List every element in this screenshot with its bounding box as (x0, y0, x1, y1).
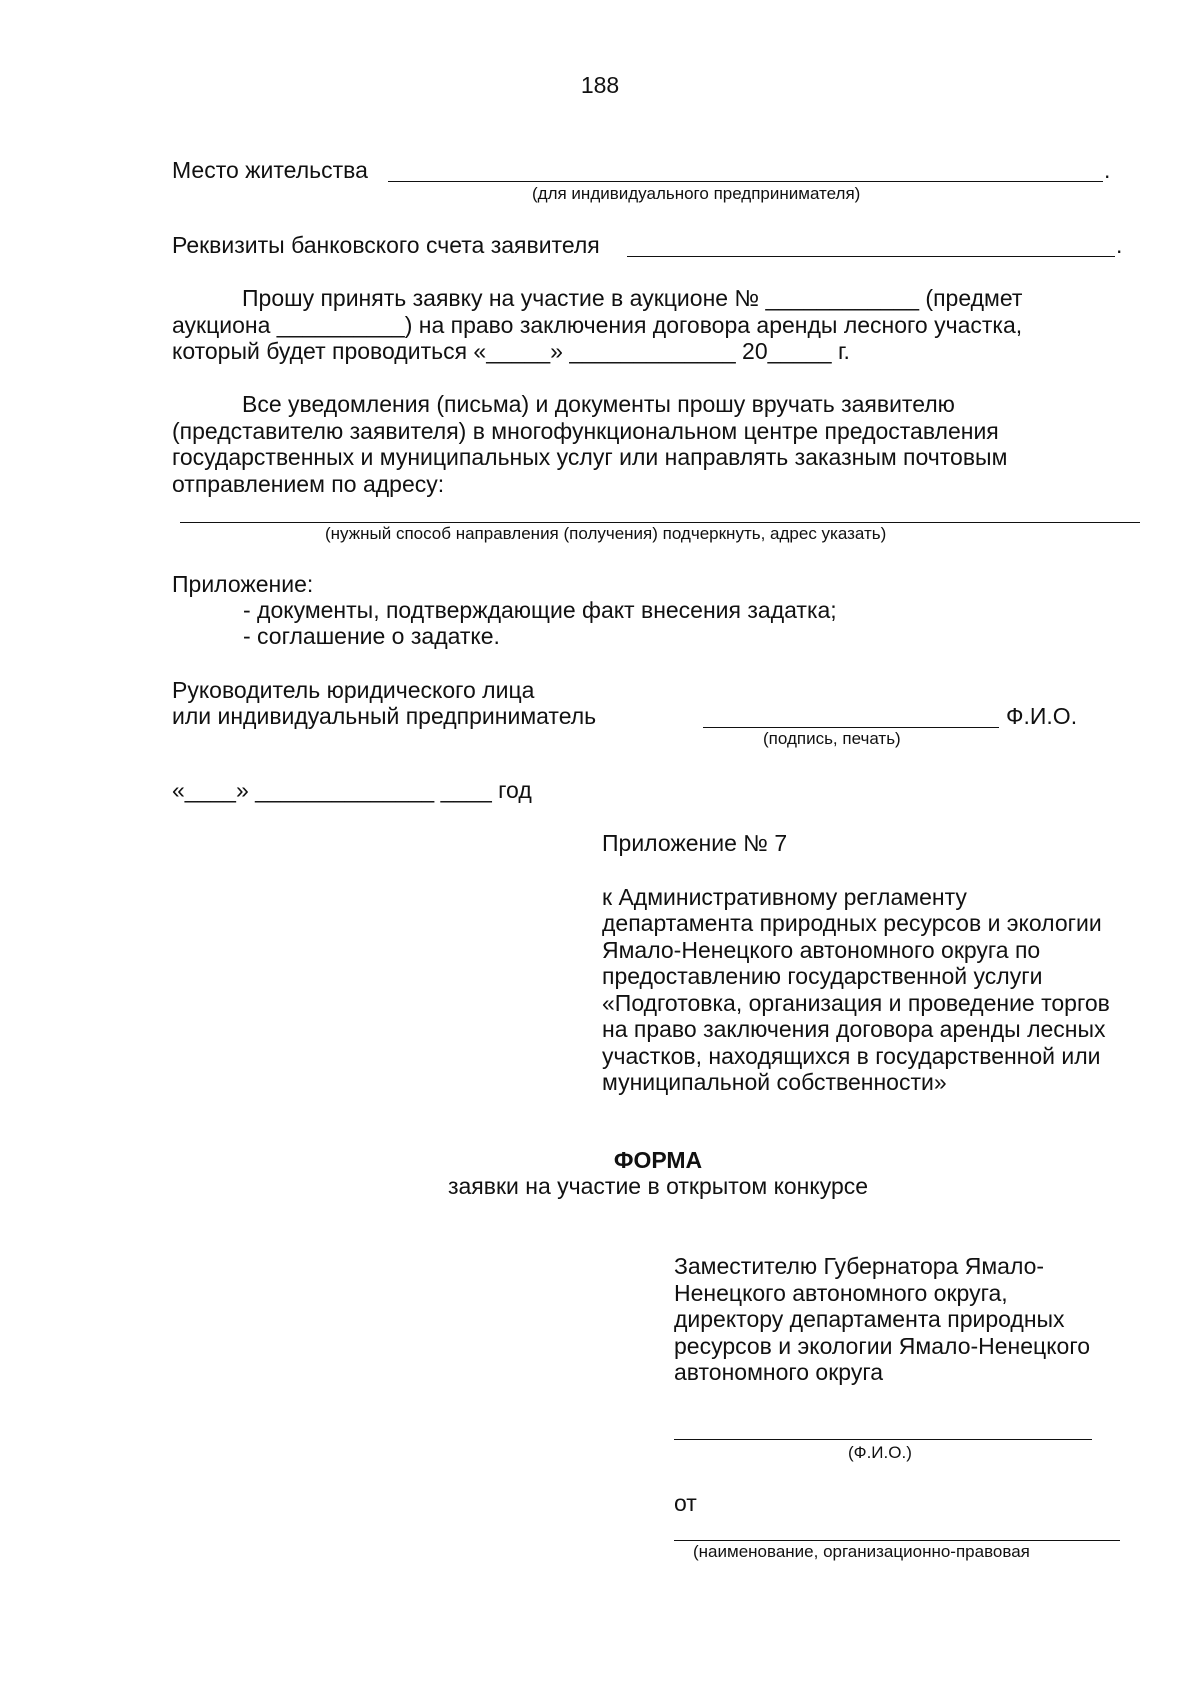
addressee-fio-line (674, 1439, 1092, 1440)
signature-field-line (703, 727, 999, 728)
request-line-3: который будет проводиться «_____» _____________ 20_____ г. (172, 338, 850, 364)
appendix-title: Приложение № 7 (602, 830, 788, 856)
address-hint: (нужный способ направления (получения) подчеркнуть, адрес указать) (325, 524, 887, 543)
notices-line-2: (представителю заявителя) в многофункциональном центре предоставления (172, 417, 999, 444)
addressee-line-2: Ненецкого автономного округа, (674, 1280, 1008, 1306)
notices-paragraph (172, 391, 1142, 497)
appendix-line-4: предоставлению государственной услуги (602, 963, 1043, 989)
bank-end-dot: . (1116, 232, 1123, 258)
residence-label: Место жительства (172, 157, 368, 183)
notices-line-1: Все уведомления (письма) и документы прошу вручать заявителю (242, 391, 955, 417)
appendix-line-3: Ямало-Ненецкого автономного округа по (602, 937, 1041, 963)
signature-fio: Ф.И.О. (1006, 703, 1078, 729)
appendix-line-8: муниципальной собственности» (602, 1069, 947, 1095)
appendix-line-1: к Административному регламенту (602, 884, 967, 910)
from-label: от (674, 1490, 697, 1516)
page-number: 188 (580, 72, 620, 98)
attachment-item-2: - соглашение о задатке. (243, 623, 500, 649)
signature-role-line-2: или индивидуальный предприниматель (172, 703, 597, 729)
from-field-line (674, 1540, 1120, 1541)
request-paragraph (172, 285, 1142, 365)
request-line-2: аукциона __________) на право заключения договора аренды лесного участка, (172, 311, 1023, 338)
residence-field-line (388, 181, 1103, 182)
bank-field-line (627, 256, 1115, 257)
from-hint: (наименование, организационно-правовая (693, 1542, 1030, 1561)
residence-end-dot: . (1104, 157, 1111, 183)
appendix-line-6: на право заключения договора аренды лесных (602, 1016, 1106, 1042)
signature-role-line-1: Руководитель юридического лица (172, 677, 535, 703)
appendix-line-2: департамента природных ресурсов и экологии (602, 910, 1102, 936)
addressee-line-1: Заместителю Губернатора Ямало- (674, 1253, 1045, 1279)
addressee-fio-hint: (Ф.И.О.) (848, 1443, 912, 1462)
request-line-1: Прошу принять заявку на участие в аукционе № ____________ (предмет (242, 285, 1023, 311)
appendix-line-5: «Подготовка, организация и проведение торгов (602, 990, 1110, 1016)
appendix-line-7: участков, находящихся в государственной или (602, 1043, 1101, 1069)
residence-hint: (для индивидуального предпринимателя) (532, 184, 861, 203)
notices-line-3: государственных и муниципальных услуг или направлять заказным почтовым (172, 444, 1008, 470)
addressee-line-3: директору департамента природных (674, 1306, 1065, 1332)
addressee-line-5: автономного округа (674, 1359, 883, 1385)
bank-label: Реквизиты банковского счета заявителя (172, 232, 600, 258)
attachment-item-1: - документы, подтверждающие факт внесения задатка; (243, 597, 837, 623)
form-title: ФОРМА (613, 1147, 703, 1173)
address-field-line (180, 522, 1140, 523)
form-subtitle: заявки на участие в открытом конкурсе (447, 1173, 869, 1199)
attachment-title: Приложение: (172, 571, 314, 597)
addressee-line-4: ресурсов и экологии Ямало-Ненецкого (674, 1333, 1090, 1359)
signature-hint: (подпись, печать) (763, 729, 901, 748)
date-line: «____» ______________ ____ год (172, 777, 532, 803)
notices-line-4: отправлением по адресу: (172, 470, 445, 497)
